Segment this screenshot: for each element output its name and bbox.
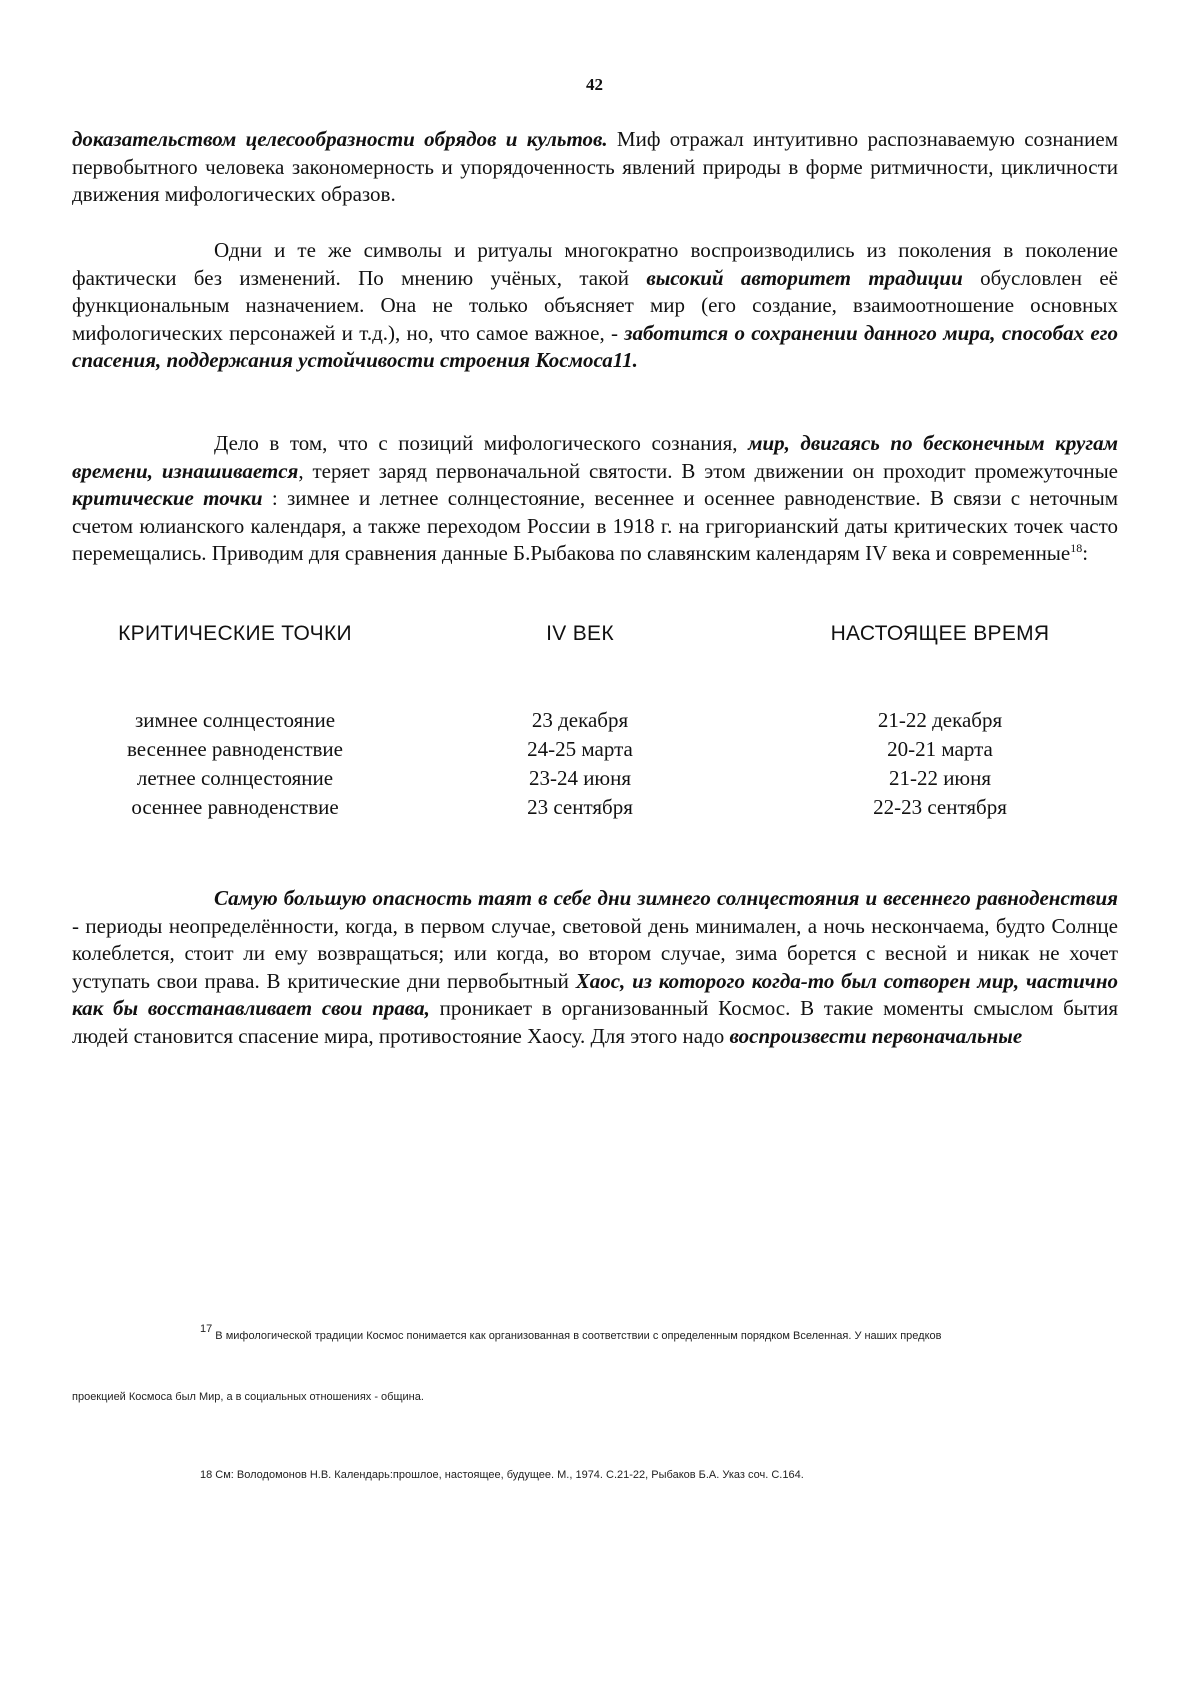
header-4th-century: IV ВЕК — [546, 622, 614, 645]
emphasis-text: критические точки — [72, 486, 263, 510]
emphasis-text: заботится о сохранении данного мира, способах его спасения, поддержания устойчивости строения Космоса11. — [72, 320, 1118, 372]
body-text: - периоды неопределённости, когда, в первом случае, световой день минимален, а ночь нескончаема, будто Солнце колеблется, стоит ли ему возвращаться; или когда, во втором случае, зима борется с весной и никак не хочет уступать свои права. В критические дни первобытный — [72, 913, 1118, 993]
cell-4th-century: 23 декабря — [531, 708, 629, 732]
header-present-time: НАСТОЯЩЕЕ ВРЕМЯ — [830, 622, 1050, 645]
cell-4th-century: 23 сентября — [527, 795, 633, 819]
cell-point: осеннее равноденствие — [131, 795, 339, 819]
body-text: , теряет заряд первоначальной святости. В этом движении он проходит промежуточные — [298, 458, 1119, 483]
cell-present: 21-22 декабря — [877, 708, 1003, 732]
body-text: Одни и те же символы и ритуалы многократно воспроизводились из поколения в поколение фактически без изменений. По мнению учёных, такой — [72, 238, 1118, 290]
cell-4th-century: 24-25 марта — [527, 737, 633, 761]
body-text: Миф отражал интуитивно распознаваемую сознанием первобытного человека закономерность и упорядоченность явлений природы в форме ритмичности, цикличности движения мифологических образов. — [72, 127, 1118, 206]
cell-present: 22-23 сентября — [873, 795, 1007, 819]
footnote-17-number: 17 — [200, 1323, 213, 1336]
emphasis-text: доказательством целесообразности обрядов и культов. — [72, 127, 608, 151]
paragraph-3 — [72, 430, 1118, 568]
header-critical-points: КРИТИЧЕСКИЕ ТОЧКИ — [118, 622, 352, 645]
cell-present: 20-21 марта — [887, 737, 993, 761]
cell-point: летнее солнцестояние — [136, 766, 334, 790]
body-text: проникает в организованный Космос. В такие моменты смыслом бытия людей становится спасение мира, противостояние Хаосу. Для этого надо — [72, 996, 1118, 1048]
cell-4th-century: 23-24 июня — [528, 766, 632, 790]
footnote-17-text: В мифологической традиции Космос понимается как организованная в соответствии с определенным порядком Вселенная. У наших предков — [212, 1330, 942, 1342]
cell-point: зимнее солнцестояние — [134, 708, 336, 732]
emphasis-text: высокий авторитет традиции — [646, 265, 963, 290]
body-text: : зимнее и летнее солнцестояние, весеннее и осеннее равноденствие. В связи с неточным счетом юлианского календаря, а также переходом России в 1918 г. на григорианский даты критических точек часто перемещались. Приводим для сравнения данные Б.Рыбакова по славянским календарям IV века и современные — [72, 486, 1118, 565]
paragraph-4 — [72, 885, 1118, 1050]
paragraph-1 — [72, 126, 1118, 209]
emphasis-text: Хаос, из которого когда-то был сотворен мир, частично как бы восстанавливает свои права, — [72, 968, 1118, 1020]
cell-point: весеннее равноденствие — [127, 737, 343, 761]
footnote-17 — [200, 1323, 1140, 1342]
body-text: : — [1082, 541, 1089, 565]
emphasis-text: воспроизвести первоначальные — [729, 1023, 1023, 1048]
footnote-17-continued: проекцией Космоса был Мир, а в социальных отношениях - община. — [72, 1391, 424, 1403]
paragraph-2 — [72, 237, 1118, 375]
emphasis-text: мир, двигаясь по бесконечным кругам времени, изнашивается — [72, 431, 1118, 483]
body-text: Дело в том, что с позиций мифологического сознания, — [214, 431, 749, 455]
footnote-18: 18 См: Володомонов Н.В. Календарь:прошлое, настоящее, будущее. М., 1974. С.21-22, Рыбаков Б.А. Указ соч. С.164. — [200, 1469, 804, 1481]
body-text: обусловлен её функциональным назначением. Она не только объясняет мир (его создание, взаимоотношение основных мифологических персонажей и т.д.), но, что самое важное, - — [72, 265, 1118, 345]
cell-present: 21-22 июня — [888, 766, 992, 790]
footnote-ref-18: 18 — [1070, 541, 1083, 555]
page-number: 42 — [586, 75, 603, 94]
emphasis-text: Самую большую опасность таят в себе дни зимнего солнцестояния и весеннего равноденствия — [214, 886, 1118, 910]
